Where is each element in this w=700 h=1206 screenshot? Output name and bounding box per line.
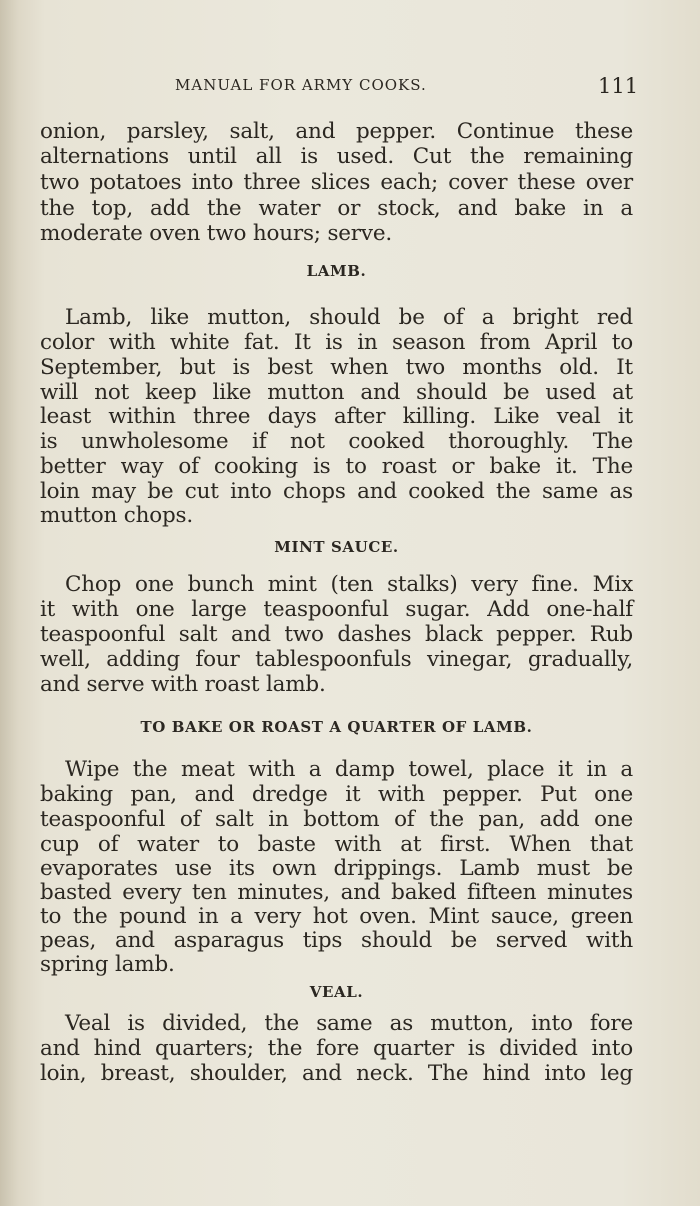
text-line: Chop one bunch mint (ten stalks) very fine. Mix bbox=[65, 572, 633, 597]
text-line: it with one large teaspoonful sugar. Add one-half bbox=[40, 597, 633, 622]
text-line: Veal is divided, the same as mutton, into fore bbox=[65, 1011, 633, 1036]
text-line: teaspoonful salt and two dashes black pepper. Rub bbox=[40, 622, 633, 647]
text-line: two potatoes into three slices each; cover these over bbox=[40, 170, 633, 195]
text-line: is unwholesome if not cooked thoroughly. The bbox=[40, 429, 633, 454]
text-line: spring lamb. bbox=[40, 952, 175, 977]
section-heading: TO BAKE OR ROAST A QUARTER OF LAMB. bbox=[140, 718, 533, 736]
section-heading: MINT SAUCE. bbox=[274, 538, 399, 556]
text-line: better way of cooking is to roast or bake it. The bbox=[40, 454, 633, 479]
text-line: peas, and asparagus tips should be served with bbox=[40, 928, 633, 953]
text-line: evaporates use its own drippings. Lamb must be bbox=[40, 856, 633, 881]
text-line: loin, breast, shoulder, and neck. The hind into leg bbox=[40, 1061, 633, 1086]
page-number: 111 bbox=[598, 74, 639, 98]
text-line: color with white fat. It is in season from April to bbox=[40, 330, 633, 355]
text-line: Lamb, like mutton, should be of a bright red bbox=[65, 305, 633, 330]
text-line: will not keep like mutton and should be used at bbox=[40, 380, 633, 405]
text-line: Wipe the meat with a damp towel, place it in a bbox=[65, 757, 633, 782]
text-line: to the pound in a very hot oven. Mint sauce, green bbox=[40, 904, 633, 929]
text-line: well, adding four tablespoonfuls vinegar, gradually, bbox=[40, 647, 633, 672]
text-line: cup of water to baste with at first. When that bbox=[40, 832, 633, 857]
text-line: moderate oven two hours; serve. bbox=[40, 221, 392, 246]
text-line: mutton chops. bbox=[40, 503, 194, 528]
text-line: basted every ten minutes, and baked fifteen minutes bbox=[40, 880, 633, 905]
text-line: and serve with roast lamb. bbox=[40, 672, 326, 697]
text-line: teaspoonful of salt in bottom of the pan, add one bbox=[40, 807, 633, 832]
running-title: MANUAL FOR ARMY COOKS. bbox=[175, 76, 427, 94]
text-line: onion, parsley, salt, and pepper. Continue these bbox=[40, 119, 633, 144]
text-line: least within three days after killing. Like veal it bbox=[40, 404, 633, 429]
section-heading: LAMB. bbox=[306, 262, 367, 280]
section-heading: VEAL. bbox=[309, 983, 364, 1001]
text-line: baking pan, and dredge it with pepper. Put one bbox=[40, 782, 633, 807]
text-line: the top, add the water or stock, and bake in a bbox=[40, 196, 633, 221]
text-line: September, but is best when two months old. It bbox=[40, 355, 633, 380]
text-line: alternations until all is used. Cut the remaining bbox=[40, 144, 633, 169]
text-line: and hind quarters; the fore quarter is divided into bbox=[40, 1036, 633, 1061]
text-line: loin may be cut into chops and cooked the same as bbox=[40, 479, 633, 504]
